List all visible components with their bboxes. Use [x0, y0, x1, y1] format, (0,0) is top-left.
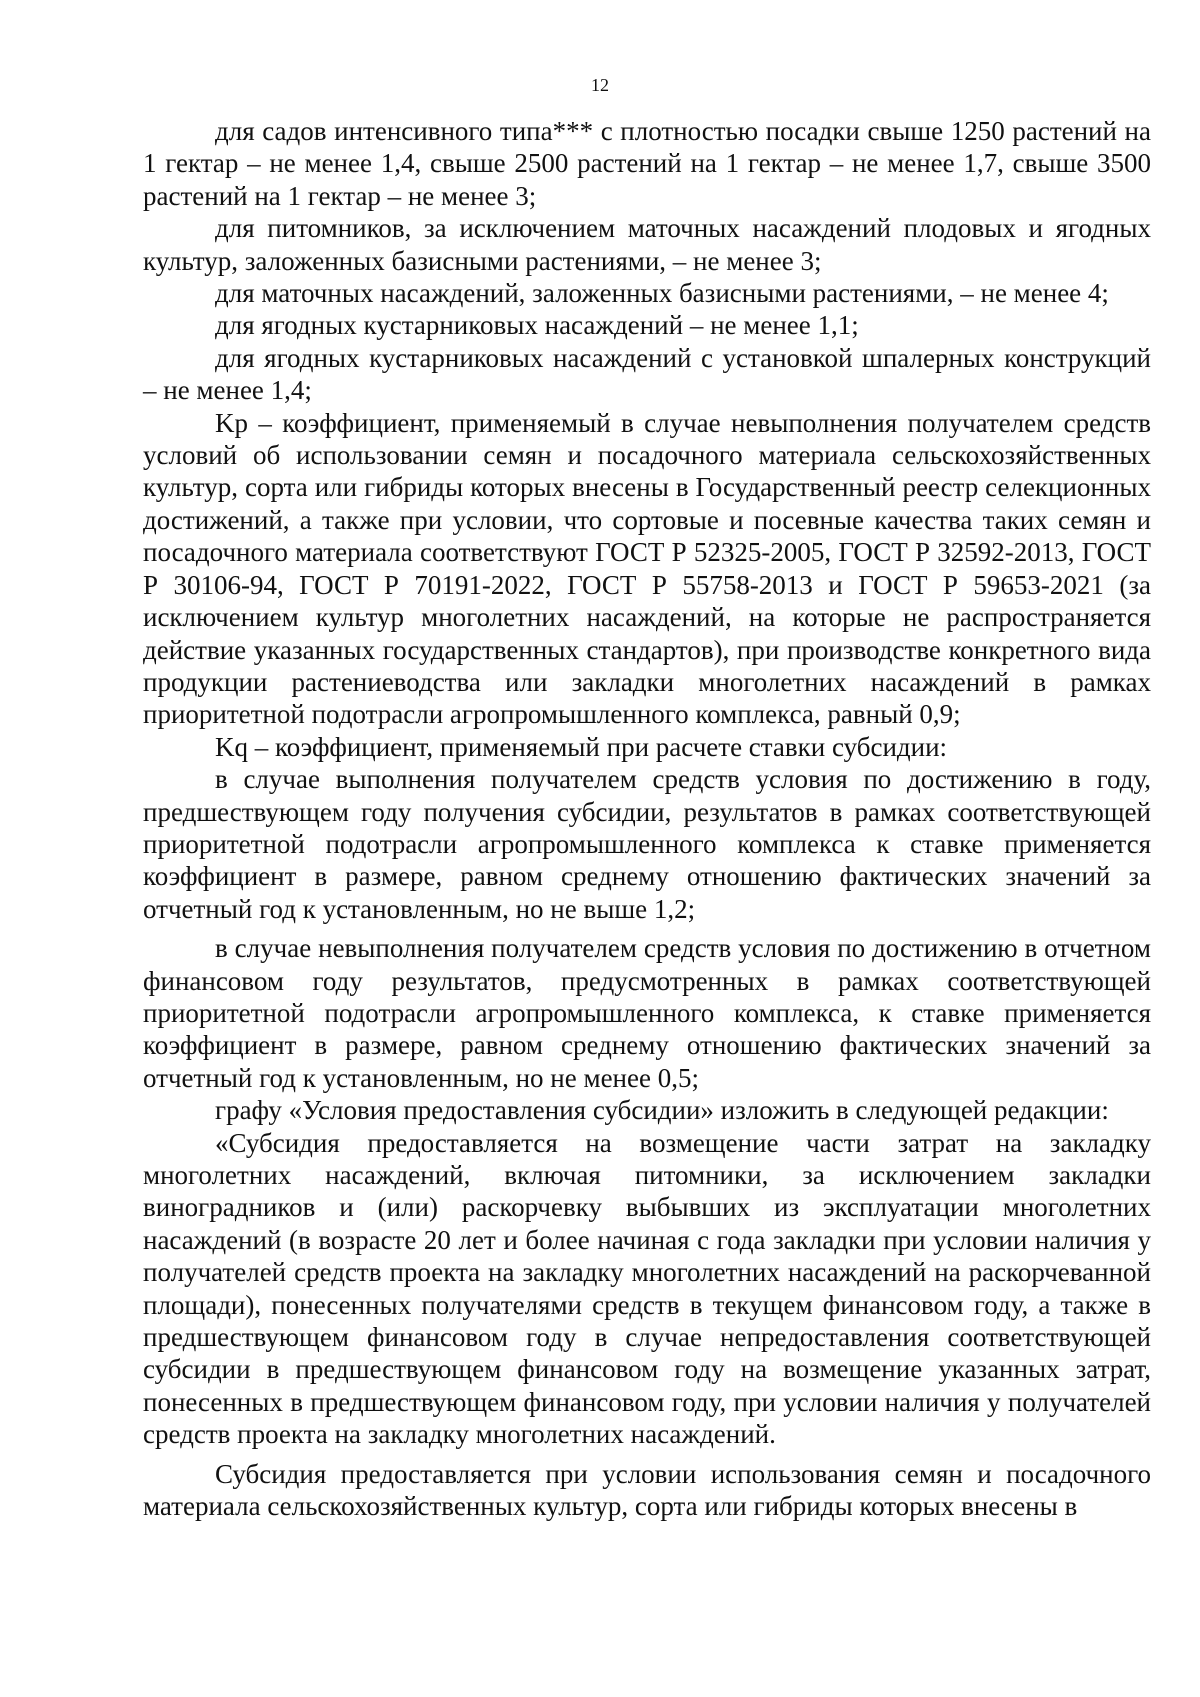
paragraph-kq-coefficient: Kq – коэффициент, применяемый при расчете ставки субсидии:: [215, 731, 948, 762]
paragraph-subsidy-seeds: Субсидия предоставляется при условии использования семян и посадочного материала сельскохозяйственных культур, сорта или гибриды которых внесены в: [143, 1458, 1151, 1522]
paragraph-berry-bushes: для ягодных кустарниковых насаждений – не менее 1,1;: [215, 310, 859, 341]
paragraph-subsidy-conditions: «Субсидия предоставляется на возмещение части затрат на закладку многолетних насаждений, включая питомники, за исключением закладки виноградников и (или) раскорчевку выбывших из эксплуатации многолетних насаждений (в возрасте 20 лет и более начиная с года закладки при условии наличия у получателей средств проекта на закладку многолетних насаждений на раскорчеванной площади), понесенных получателями средств в текущем финансовом году, а также в предшествующем финансовом году в случае непредоставления соответствующей субсидии в предшествующем финансовом году на возмещение указанных затрат, понесенных в предшествующем финансовом году, при условии наличия у получателей средств проекта на закладку многолетних насаждений.: [143, 1127, 1151, 1450]
paragraph-kq-fulfilled: в случае выполнения получателем средств условия по достижению в году, предшествующем году получения субсидии, результатов в рамках соответствующей приоритетной подотрасли агропромышленного комплекса к ставке применяется коэффициент в размере, равном среднему отношению фактических значений за отчетный год к установленным, но не выше 1,2;: [143, 764, 1151, 924]
paragraph-column-heading: графу «Условия предоставления субсидии» изложить в следующей редакции:: [215, 1095, 1109, 1126]
document-body: [143, 115, 1151, 1522]
paragraph-mother-plantations: для маточных насаждений, заложенных базисными растениями, – не менее 4;: [215, 278, 1109, 309]
paragraph-nurseries: для питомников, за исключением маточных насаждений плодовых и ягодных культур, заложенных базисными растениями, – не менее 3;: [143, 213, 1151, 276]
paragraph-kq-not-fulfilled: в случае невыполнения получателем средств условия по достижению в отчетном финансовом году результатов, предусмотренных в рамках соответствующей приоритетной подотрасли агропромышленного комплекса, к ставке применяется коэффициент в размере, равном среднему отношению фактических значений за отчетный год к установленным, но не менее 0,5;: [143, 933, 1151, 1093]
paragraph-intensive-gardens: для садов интенсивного типа*** с плотностью посадки свыше 1250 растений на 1 гектар – не менее 1,4, свыше 2500 растений на 1 гектар – не менее 1,7, свыше 3500 растений на 1 гектар – не менее 3;: [143, 116, 1151, 211]
paragraph-berry-bushes-trellis: для ягодных кустарниковых насаждений с установкой шпалерных конструкций – не менее 1,4;: [143, 342, 1151, 406]
page-number: 12: [591, 75, 609, 95]
paragraph-kp-coefficient: Kp – коэффициент, применяемый в случае невыполнения получателем средств условий об использовании семян и посадочного материала сельскохозяйственных культур, сорта или гибриды которых внесены в Государственный реестр селекционных достижений, а также при условии, что сортовые и посевные качества таких семян и посадочного материала соответствуют ГОСТ Р 52325-2005, ГОСТ Р 32592-2013, ГОСТ Р 30106-94, ГОСТ Р 70191-2022, ГОСТ Р 55758-2013 и ГОСТ Р 59653-2021 (за исключением культур многолетних насаждений, на которые не распространяется действие указанных государственных стандартов), при производстве конкретного вида продукции растениеводства или закладки многолетних насаждений в рамках приоритетной подотрасли агропромышленного комплекса, равный 0,9;: [143, 407, 1151, 730]
